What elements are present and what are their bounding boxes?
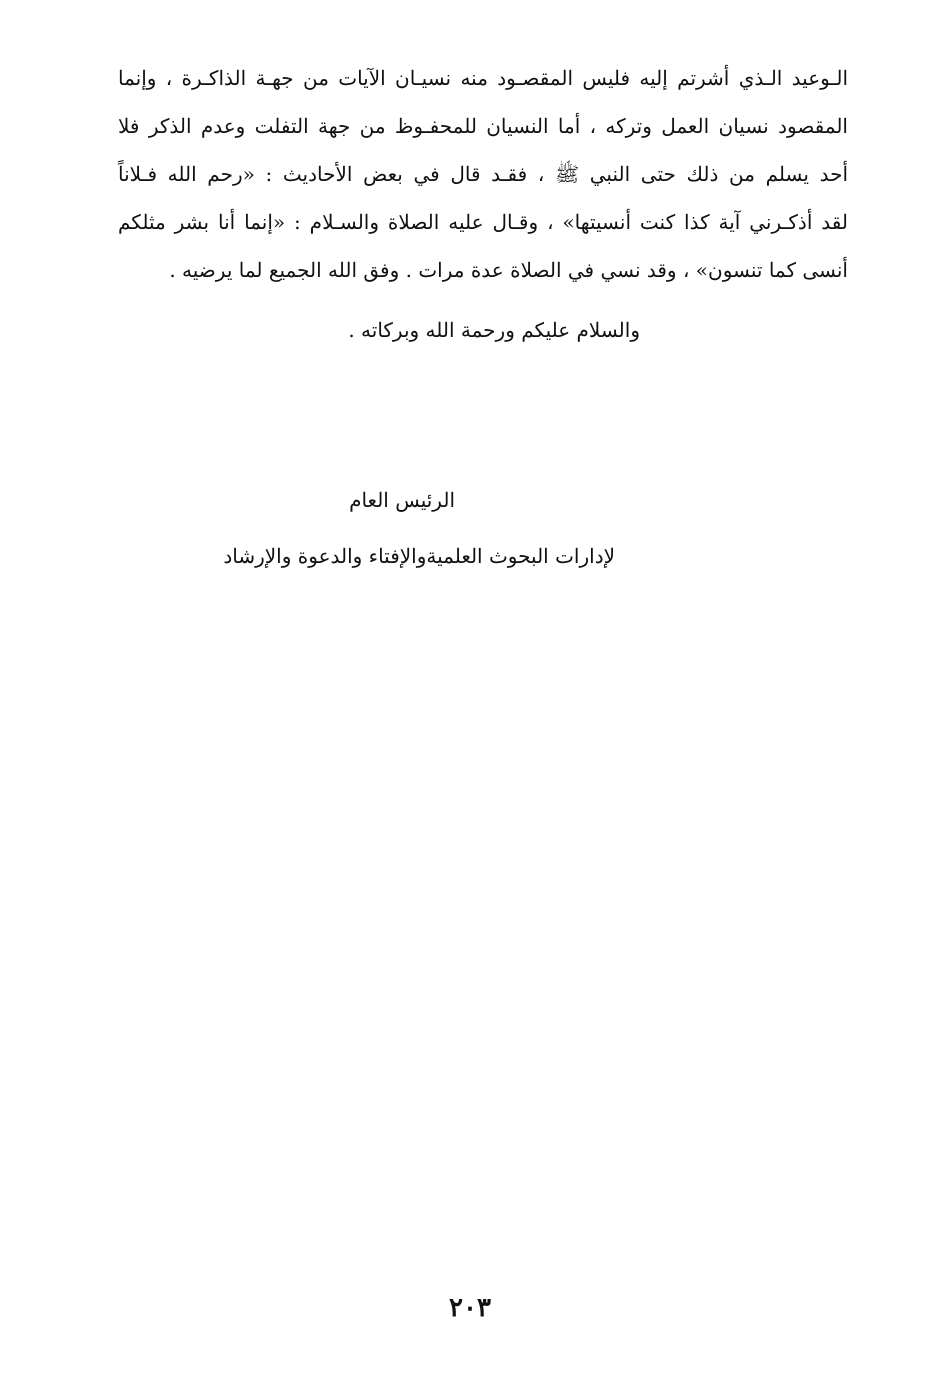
- paragraph-line: الـوعيد الـذي أشرتم إليه فليس المقصـود منه نسيـان الآيات من جهـة الذاكـرة ، وإنما: [118, 66, 848, 90]
- signature-organization: لإدارات البحوث العلميةوالإفتاء والدعوة والإرشاد: [223, 544, 615, 568]
- page-number: ٢٠٣: [449, 1293, 491, 1323]
- paragraph-line: المقصود نسيان العمل وتركه ، أما النسيان للمحفـوظ من جهة التفلت وعدم الذكر فلا: [118, 114, 848, 138]
- signature-title: الرئيس العام: [349, 488, 455, 512]
- paragraph-line: أحد يسلم من ذلك حتى النبي ﷺ ، فقـد قال في بعض الأحاديث : «رحم الله فـلاناً: [118, 162, 848, 186]
- paragraph-line: لقد أذكـرني آية كذا كنت أنسيتها» ، وقـال عليه الصلاة والسـلام : «إنما أنا بشر مثلكم: [118, 210, 848, 234]
- paragraph-line: أنسى كما تنسون» ، وقد نسي في الصلاة عدة مرات . وفق الله الجميع لما يرضيه .: [169, 258, 848, 282]
- body-paragraph: [118, 54, 848, 294]
- closing-greeting: والسلام عليكم ورحمة الله وبركاته .: [348, 318, 640, 342]
